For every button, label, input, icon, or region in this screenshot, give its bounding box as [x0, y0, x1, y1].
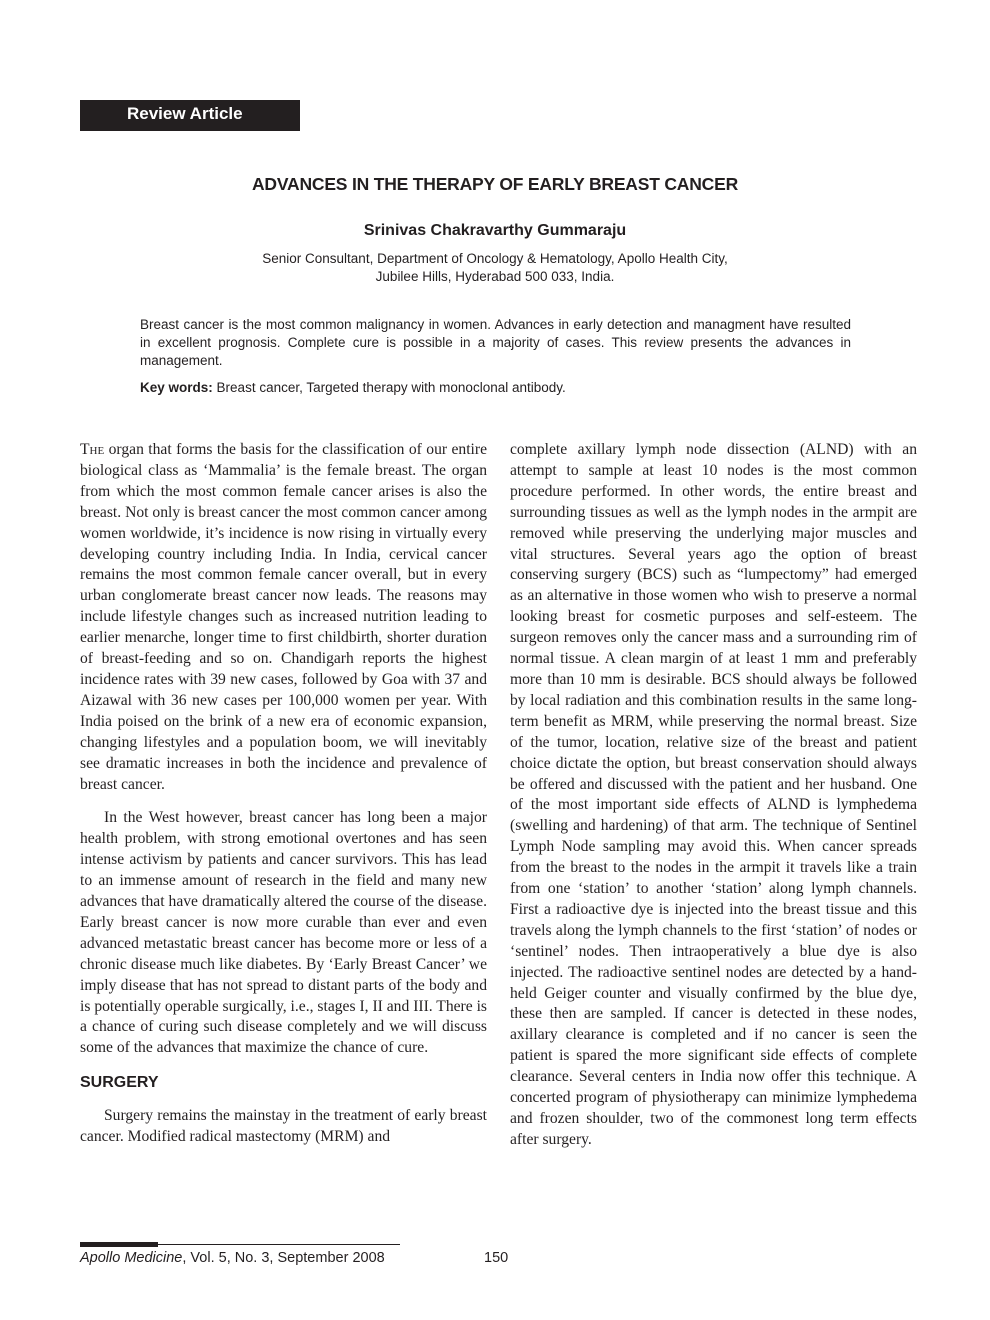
abstract: Breast cancer is the most common malignancy in women. Advances in early detection and managment have resulted in excellent prognosis. Complete cure is possible in a majority of cases. This review presents the advances in management. [140, 317, 851, 368]
journal-name: Apollo Medicine [80, 1250, 183, 1266]
footer-citation [80, 1250, 385, 1266]
right-column [510, 440, 917, 1151]
body-paragraph-2: In the West however, breast cancer has long been a major health problem, with strong emotional overtones and has seen intense activism by patients and cancer survivors. This has lead to an immense amount of research in the field and many new advances that have dramatically altered the course of the disease. Early breast cancer is now more curable than ever and even advanced metastatic breast cancer has become more or less of a chronic disease much like diabetes. By ‘Early Breast Cancer’ we imply disease that has not spread to distant parts of the body and is potentially operable surgically, i.e., stages I, II and III. There is a chance of curing such disease completely and we will discuss some of the advances that maximize the chance of cure. [80, 809, 487, 1057]
drop-cap-word: The [80, 441, 105, 458]
section-heading-surgery: SURGERY [80, 1074, 159, 1092]
paragraph-1-text: organ that forms the basis for the classification of our entire biological class as ‘Mammalia’ is the female breast. The organ from which the most common female cancer arises is also the breast. Not only is breast cancer the most common cancer among women worldwide, it’s incidence is now rising in virtually every developing country including India. In India, cervical cancer remains the most common female cancer overall, but in every urban conglomerate breast cancer now leads. The reasons may include lifestyle changes such as increased nutrition leading to earlier menarche, longer time to first childbirth, shorter duration of breast-feeding and so on. Chandigarh reports the highest incidence rates with 39 new cases, followed by Goa with 37 and Aizawal with 36 new cases per 100,000 women per year. With India poised on the brink of a new era of economic expansion, changing lifestyles and a population boom, we will inevitably see dramatic increases in both the incidence and prevalence of breast cancer. [80, 441, 487, 793]
affiliation-line-2: Jubilee Hills, Hyderabad 500 033, India. [375, 269, 615, 284]
keywords [140, 380, 851, 395]
body-paragraph-4: complete axillary lymph node dissection (ALND) with an attempt to sample at least 10 nodes is the most common procedure performed. In other words, the entire breast and surrounding tissues as well as the lymph nodes in the armpit are removed while preserving the underlying major muscles and vital structures. Several years ago the option of breast conserving surgery (BCS) such as “lumpectomy” had emerged as an alternative in those women who wish to preserve a normal looking breast for cosmetic purposes and self-esteem. The surgeon removes only the cancer mass and a surrounding rim of normal tissue. A clean margin of at least 1 mm and preferably more than 10 mm is desirable. BCS should always be followed by local radiation and this combination results in the same long-term benefit as MRM, while preserving the normal breast. Size of the tumor, location, relative size of the breast and patient choice dictate the option, but breast conservation should always be offered and discussed with the patient and her husband. One of the most important side effects of ALND is lymphedema (swelling and hardening) of that arm. The technique of Sentinel Lymph Node sampling may avoid this. When cancer spreads from the breast to the nodes in the armpit it travels like a train from one ‘station’ to another ‘station’ along lymph channels. First a radioactive dye is injected into the breast tissue and this travels along the lymph channels to the first ‘station’ of nodes or ‘sentinel’ nodes. Then intraoperatively a blue dye is also injected. The radioactive sentinel nodes are detected by a hand-held Geiger counter and visually confirmed by the blue dye, these then are sampled. If cancer is detected in these nodes, axillary clearance is completed and if no cancer is seen the patient is spared the more significant side effects of complete clearance. Several centers in India now offer this technique. A concerted program of physiotherapy can minimize lymphedema and frozen shoulder, two of the commonest long term effects after surgery. [510, 441, 917, 1148]
body-paragraph-3: Surgery remains the mainstay in the treatment of early breast cancer. Modified radical mastectomy (MRM) and [80, 1107, 487, 1146]
author-name: Srinivas Chakravarthy Gummaraju [363, 222, 627, 239]
keywords-label: Key words: [140, 380, 213, 395]
body-paragraph-1 [80, 440, 487, 795]
article-type-label: Review Article [127, 104, 243, 123]
page-number: 150 [484, 1250, 509, 1266]
left-column [80, 440, 487, 1148]
affiliation-line-1: Senior Consultant, Department of Oncology & Hematology, Apollo Health City, [262, 251, 728, 266]
journal-details: , Vol. 5, No. 3, September 2008 [182, 1250, 385, 1266]
footer-rule-thin [158, 1244, 400, 1245]
article-title: ADVANCES IN THE THERAPY OF EARLY BREAST CANCER [251, 174, 739, 194]
keywords-text: Breast cancer, Targeted therapy with monoclonal antibody. [216, 380, 566, 395]
footer-rule-thick [80, 1242, 158, 1247]
article-type-badge [80, 100, 300, 131]
